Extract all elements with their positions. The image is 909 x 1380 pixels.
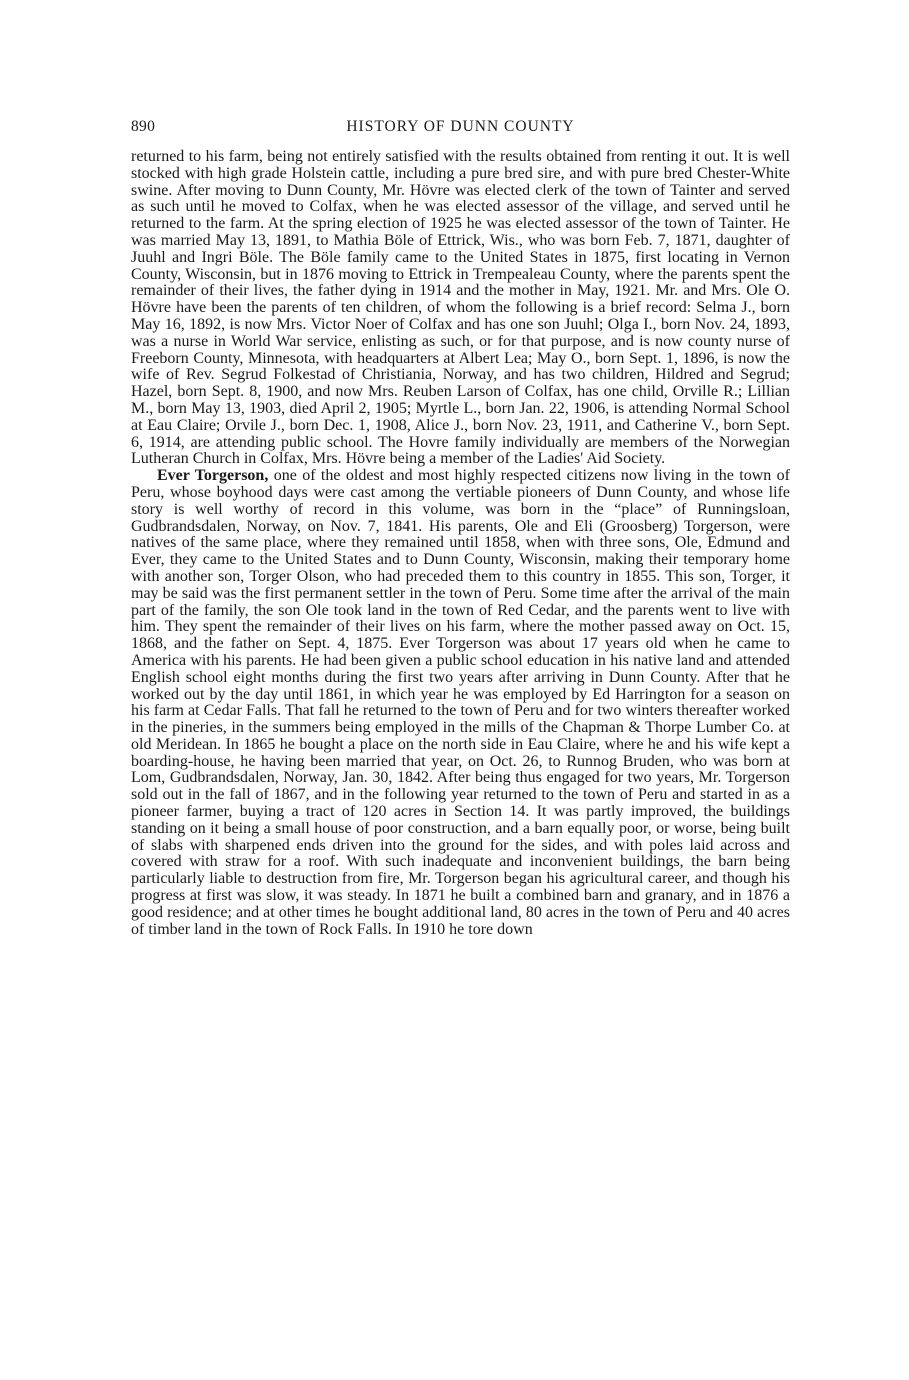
running-head: HISTORY OF DUNN COUNTY [346,118,575,135]
body-text [131,149,790,938]
paragraph-text: returned to his farm, being not entirely satisfied with the results obtained from renting it out. It is well stocked with high grade Holstein cattle, including a pure bred sire, and with pure bred Chester-White swine. After moving to Dunn County, Mr. Hövre was elected clerk of the town of Tainter and served as such until he moved to Colfax, when he was elected assessor of the village, and served until he returned to the farm. At the spring election of 1925 he was elected assessor of the town of Tainter. He was married May 13, 1891, to Mathia Böle of Ettrick, Wis., who was born Feb. 7, 1871, daughter of Juuhl and Ingri Böle. The Böle family came to the United States in 1875, first locating in Vernon County, Wisconsin, but in 1876 moving to Ettrick in Trempealeau County, where the parents spent the remainder of their lives, the father dying in 1914 and the mother in May, 1921. Mr. and Mrs. Ole O. Hövre have been the parents of ten children, of whom the following is a brief record: Selma J., born May 16, 1892, is now Mrs. Victor Noer of Colfax and has one son Juuhl; Olga I., born Nov. 24, 1893, was a nurse in World War service, enlisting as such, or for that purpose, and is now county nurse of Freeborn County, Minnesota, with headquarters at Albert Lea; May O., born Sept. 1, 1896, is now the wife of Rev. Segrud Folkestad of Christiania, Norway, and has two children, Hildred and Segrud; Hazel, born Sept. 8, 1900, and now Mrs. Reuben Larson of Colfax, has one child, Orville R.; Lillian M., born May 13, 1903, died April 2, 1905; Myrtle L., born Jan. 22, 1906, is attending Normal School at Eau Claire; Orvile J., born Dec. 1, 1908, Alice J., born Nov. 23, 1911, and Catherine V., born Sept. 6, 1914, are attending public school. The Hovre family individually are members of the Norwegian Lutheran Church in Colfax, Mrs. Hövre being a member of the Ladies' Aid Society. [131,148,790,468]
paragraph-ever-torgerson [131,468,790,938]
page-header [131,118,790,142]
paragraph-hovre-continued [131,149,790,468]
paragraph-text: one of the oldest and most highly respected citizens now living in the town of Peru, whose boyhood days were cast among the vertiable pioneers of Dunn County, and whose life story is well worthy of record in this volume, was born in the “place” of Runningsloan, Gudbrandsdalen, Norway, on Nov. 7, 1841. His parents, Ole and Eli (Groosberg) Torgerson, were natives of the same place, where they remained until 1858, when with three sons, Ole, Edmund and Ever, they came to the United States and to Dunn County, Wisconsin, making their temporary home with another son, Torger Olson, who had preceded them to this country in 1855. This son, Torger, it may be said was the first permanent settler in the town of Peru. Some time after the arrival of the main part of the family, the son Ole took land in the town of Red Cedar, and the parents went to live with him. They spent the remainder of their lives on his farm, where the mother passed away on Oct. 15, 1868, and the father on Sept. 4, 1875. Ever Torgerson was about 17 years old when he came to America with his parents. He had been given a public school education in his native land and attended English school eight months during the first two years after arriving in Dunn County. After that he worked out by the day until 1861, in which year he was employed by Ed Harrington for a season on his farm at Cedar Falls. That fall he returned to the town of Peru and for two winters thereafter worked in the pineries, in the summers being employed in the mills of the Chapman & Thorpe Lumber Co. at old Meridean. In 1865 he bought a place on the north side in Eau Claire, where he and his wife kept a boarding-house, he having been married that year, on Oct. 26, to Runnog Bruden, who was born at Lom, Gudbrandsdalen, Norway, Jan. 30, 1842. After being thus engaged for two years, Mr. Torgerson sold out in the fall of 1867, and in the following year returned to the town of Peru and started in as a pioneer farmer, buying a tract of 120 acres in Section 14. It was partly improved, the buildings standing on it being a small house of poor construction, and a barn equally poor, or worse, being built of slabs with sharpened ends driven into the ground for the sides, and with poles laid across and covered with straw for a roof. With such inadequate and inconvenient buildings, the barn being particularly liable to destruction from fire, Mr. Torgerson began his agricultural career, and though his progress at first was slow, it was steady. In 1871 he built a combined barn and granary, and in 1876 a good residence; and at other times he bought additional land, 80 acres in the town of Peru and 40 acres of timber land in the town of Rock Falls. In 1910 he tore down [131,467,790,938]
document-page [131,118,790,938]
biography-subject-name: Ever Torgerson, [157,467,269,485]
page-number: 890 [131,118,156,135]
